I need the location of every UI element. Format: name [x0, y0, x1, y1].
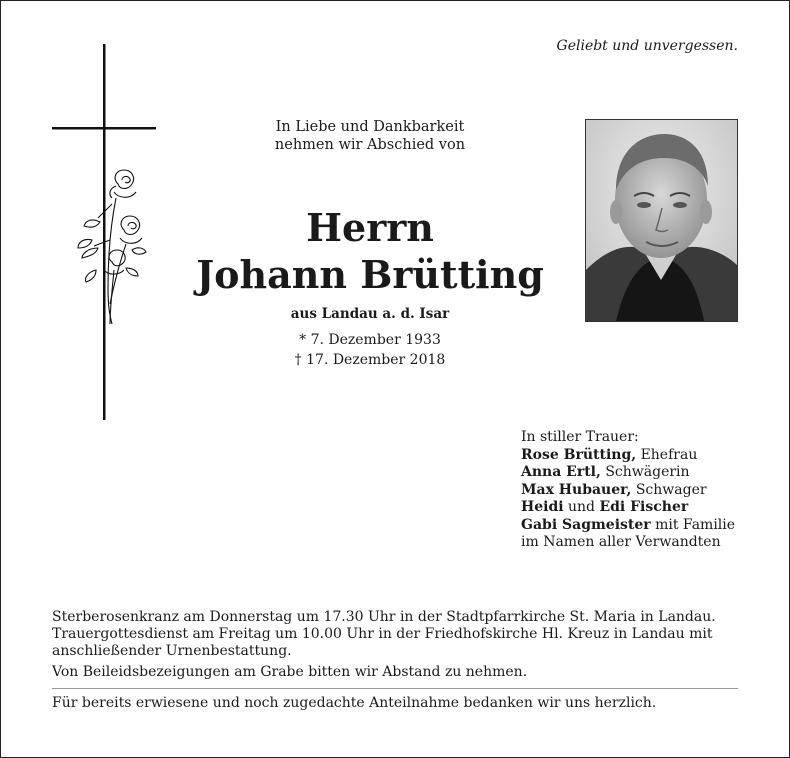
- mourner-relation: mit Familie: [650, 516, 736, 533]
- mourner-row: [521, 482, 761, 500]
- life-dates: [240, 330, 500, 370]
- divider: [52, 688, 738, 689]
- mourner-row: [521, 447, 761, 465]
- salutation: Herrn: [306, 205, 434, 250]
- mourner-row: [521, 464, 761, 482]
- mourner-connector: und: [563, 499, 600, 515]
- motto: Geliebt und unvergessen.: [556, 38, 738, 54]
- death-date: † 17. Dezember 2018: [294, 352, 446, 368]
- service-details: Sterberosenkranz am Donnerstag um 17.30 Uhr in der Stadtpfarrkirche St. Maria in Landau. Trauergottesdienst am Freitag um 10.00 Uhr in der Friedhofskirche Hl. Kreuz in Landau mit anschließender Urnenbestattung.: [52, 609, 716, 659]
- portrait-photo: [585, 119, 738, 322]
- intro-text: [250, 118, 490, 154]
- mourner-relation: Ehefrau: [636, 446, 698, 463]
- mourners-closing: im Namen aller Verwandten: [521, 534, 721, 550]
- mourners-heading: In stiller Trauer:: [521, 429, 639, 445]
- service-notice: [52, 609, 752, 681]
- intro-line-2: nehmen wir Abschied von: [274, 137, 466, 153]
- origin: aus Landau a. d. Isar: [290, 306, 450, 322]
- mourner-name: Anna Ertl,: [521, 464, 601, 480]
- portrait-image: [586, 120, 737, 321]
- roses-icon: [78, 170, 146, 324]
- deceased-name: Johann Brütting: [196, 252, 544, 297]
- mourner-name: Heidi: [521, 499, 564, 515]
- mourners-list: [521, 429, 761, 552]
- mourner-name: Max Hubauer,: [521, 481, 632, 498]
- cross-icon: [52, 44, 158, 422]
- intro-line-1: In Liebe und Dankbarkeit: [275, 119, 465, 135]
- mourner-name-2: Edi Fischer: [599, 499, 689, 515]
- mourner-relation: Schwägerin: [600, 464, 690, 480]
- mourner-name: Gabi Sagmeister: [521, 516, 651, 533]
- mourner-row: [521, 517, 761, 535]
- mourner-row: [521, 499, 761, 517]
- birth-date: * 7. Dezember 1933: [299, 332, 441, 348]
- thanks-line: Für bereits erwiesene und noch zugedachte Anteilnahme bedanken wir uns herzlich.: [52, 695, 657, 711]
- mourner-name: Rose Brütting,: [521, 446, 637, 463]
- mourner-relation: Schwager: [631, 481, 707, 498]
- condolence-request: Von Beileidsbezeigungen am Grabe bitten wir Abstand zu nehmen.: [52, 664, 528, 680]
